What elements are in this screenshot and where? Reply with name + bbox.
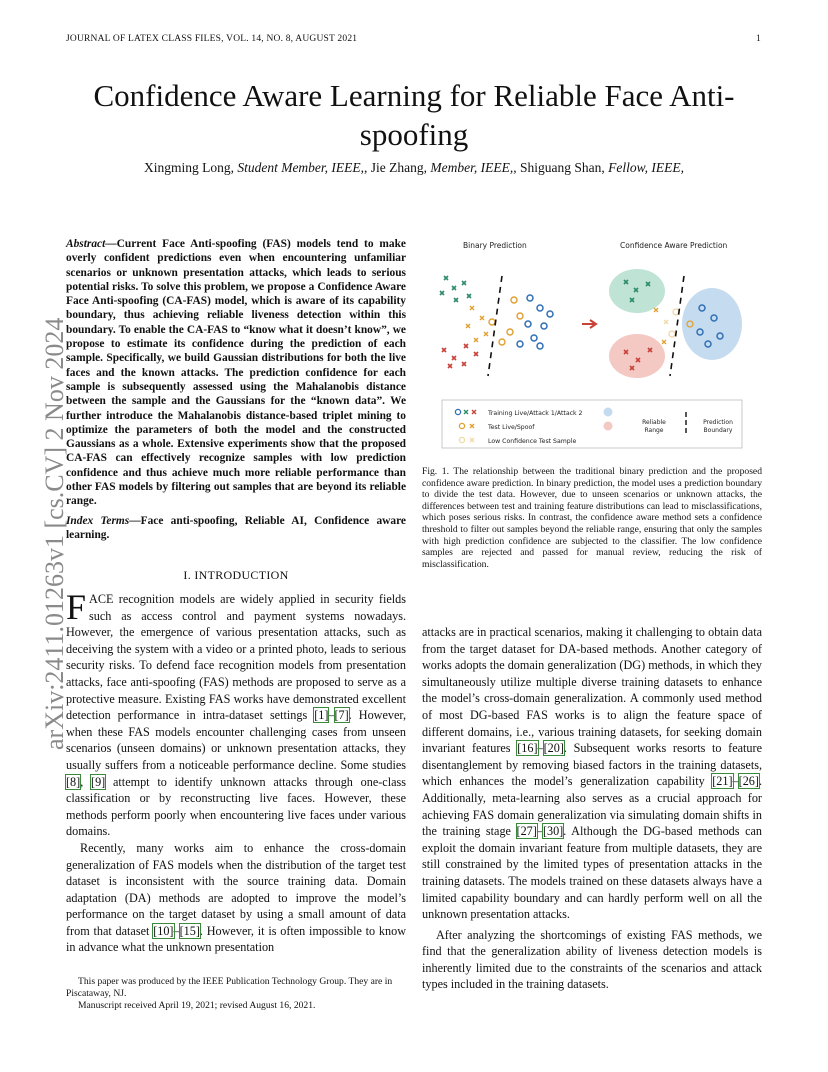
legend-reliable-1: Reliable (642, 419, 666, 426)
figure-caption: Fig. 1. The relationship between the traditional binary prediction and the proposed confidence aware prediction. In binary prediction, the model uses a prediction boundary to divide the test data. However, due to unseen scenarios or unknown attacks, the differences between test and training feature distributions can lead to misclassifications, which poses serious risks. In contrast, the confidence aware method sets a confidence threshold to filter out samples beyond the reliable range, ensuring that only the samples with high prediction confidence are subjected to the classifier. The low confidence samples are rejected and passed for manual review, reducing the risk of misclassification. (422, 466, 762, 570)
legend-boundary-1: Prediction (703, 419, 733, 426)
citation-link[interactable]: [1] (314, 708, 329, 723)
author-3-role: Fellow, IEEE, (608, 160, 685, 175)
reliable-range-live (682, 288, 742, 360)
section-title-introduction: I. INTRODUCTION (183, 568, 289, 582)
legend-lowconf: Low Confidence Test Sample (488, 438, 577, 445)
paper-title: Confidence Aware Learning for Reliable Face Anti-spoofing (93, 78, 735, 152)
author-2: , Jie Zhang, (364, 160, 428, 175)
author-2-role: Member, IEEE, (430, 160, 514, 175)
legend-training: Training Live/Attack 1/Attack 2 (488, 410, 583, 417)
arrow-icon (582, 320, 596, 328)
figure-legend (442, 400, 742, 448)
citation-link[interactable]: [8] (66, 774, 81, 789)
citation-link[interactable]: [7] (334, 708, 349, 723)
running-header: JOURNAL OF LATEX CLASS FILES, VOL. 14, NO. 8, AUGUST 2021 (66, 34, 358, 44)
binary-prediction-panel (440, 276, 553, 376)
intro-left-column (66, 587, 407, 956)
drop-cap: F (66, 587, 87, 627)
author-1: Xingming Long, (143, 160, 234, 175)
test-markers (466, 297, 523, 345)
legend-test: Test Live/Spoof (488, 424, 535, 431)
index-terms-text: —Face anti-spoofing, Reliable AI, Confidence aware learning. (66, 515, 406, 542)
training-attack2-markers (442, 344, 478, 368)
citation-link[interactable]: [27] (516, 824, 537, 839)
footnotes (66, 976, 406, 1012)
intro-right-column (422, 624, 762, 993)
author-3: , Shiguang Shan, (513, 160, 605, 175)
abstract-text: —Current Face Anti-spoofing (FAS) models tend to make overly confident predictions even when encountering unfamiliar scenarios or unknown presentation attacks, which leads to serious potential risks. To solve this problem, we propose a Confidence Aware Face Anti-spoofing (CA-FAS) model, which is aware of its capability boundary, thus achieving reliable liveness detection within this boundary. To enable the CA-FAS to “know what it doesn’t know”, we propose to estimate its confidence during the prediction of each sample. Specifically, we build Gaussian distributions for both the live faces and the known attacks. The prediction confidence for each sample is subsequently assessed using the Mahalanobis distance between the sample and the Gaussians for the “known data”. We further introduce the Mahalanobis distance-based triplet mining to optimize the parameters of both the model and the constructed Gaussians as a whole. Extensive experiments show that the proposed CA-FAS can effectively recognize samples with low prediction confidence and thus achieve much more reliable performance than other FAS models by filtering out samples that are beyond its reliable range. (66, 238, 406, 508)
index-terms (66, 514, 406, 543)
legend-reliable-2: Range (644, 427, 664, 434)
training-live-markers (517, 295, 553, 349)
confidence-boundary (670, 276, 684, 376)
index-terms-label: Index Terms (66, 515, 130, 527)
right-paragraph-2: After analyzing the shortcomings of existing FAS methods, we find that the generalization ability of liveness detection models is inherently limited due to the constraints of the scenarios and attack types included in the training datasets. (422, 927, 762, 992)
figure-left-title: Binary Prediction (463, 241, 527, 250)
citation-link[interactable]: [15] (179, 923, 200, 938)
confidence-aware-panel (609, 269, 742, 378)
binary-boundary (488, 276, 502, 376)
figure-1 (422, 236, 762, 456)
abstract-label: Abstract (66, 238, 106, 250)
abstract (66, 237, 406, 509)
author-1-role: Student Member, IEEE, (237, 160, 365, 175)
legend-boundary-2: Boundary (703, 427, 733, 434)
page-number: 1 (756, 34, 761, 44)
citation-link[interactable]: [16] (517, 741, 538, 756)
footnote-2: Manuscript received April 19, 2021; revised August 16, 2021. (78, 1000, 316, 1011)
arxiv-stamp: arXiv:2411.01263v1 [cs.CV] 2 Nov 2024 (40, 317, 69, 750)
right-paragraph-1: attacks are in practical scenarios, making it challenging to obtain data from the target dataset for DA-based methods. Another category of works adopts the domain generalization (DG) methods, in which they simultaneously utilize multiple diverse training datasets to enhance the model’s cross-domain generalization. A commonly used method of most DG-based FAS works is to align the feature space of different domains, i.e., various training datasets, for seeking domain invariant features [16]–[20]. Subsequent works resorts to feature disentanglement by removing biased factors in the training datasets, which enhances the model’s generalization capability [21]–[26]. Additionally, meta-learning also serves as a crucial approach for achieving FAS domain generalization via simulating domain shifts in the training stage [27]–[30]. Although the DG-based methods can exploit the domain invariant feature from multiple datasets, they are still constrained by the limited types of presentation attacks in the training datasets. The models trained on these datasets always have a limited capability boundary and can hardly perform well on all the unknown presentation attacks. (422, 625, 762, 922)
figure-right-title: Confidence Aware Prediction (620, 241, 728, 250)
citation-link[interactable]: [30] (542, 824, 564, 839)
intro-paragraph-1: FACE recognition models are widely applied in security fields such as access control and payment systems nowadays. However, the emergence of various presentation attacks, such as deceiving the system with a video or a printed photo, leads to serious security risks. To defend face recognition models from presentation attacks, face anti-spoofing (FAS) methods are proposed to serve as a protective measure. Existing FAS works have demonstrated excellent detection performance in intra-dataset settings [1]–[7]. However, when these FAS models encounter challenging cases from unseen scenarios (unseen domains) or unknown presentation attacks, they usually suffers from a noticeable performance decline. Some studies [8], [9] attempt to identify unknown attacks through one-class classification or by reconstructing live faces. However, these methods perform poorly when encountering live faces under various domains. (66, 587, 406, 839)
citation-link[interactable]: [9] (91, 774, 106, 789)
footnote-1: This paper was produced by the IEEE Publication Technology Group. They are in Piscataway, NJ. (66, 976, 393, 999)
training-attack1-markers (440, 276, 471, 302)
citation-link[interactable]: [10] (153, 923, 174, 938)
author-list (60, 160, 768, 176)
citation-link[interactable]: [20] (543, 741, 564, 756)
reliable-range-attack2 (609, 334, 665, 378)
citation-link[interactable]: [26] (738, 774, 759, 789)
citation-link[interactable]: [21] (712, 774, 733, 789)
intro-paragraph-2: Recently, many works aim to enhance the cross-domain generalization of FAS models when the distribution of the target test dataset is inconsistent with the source training data. Domain adaptation (DA) methods are adopted to improve the model’s performance on the target dataset by using a small amount of data from that dataset [10]–[15]. However, it is often impossible to know in advance what the unknown presentation (66, 840, 407, 955)
